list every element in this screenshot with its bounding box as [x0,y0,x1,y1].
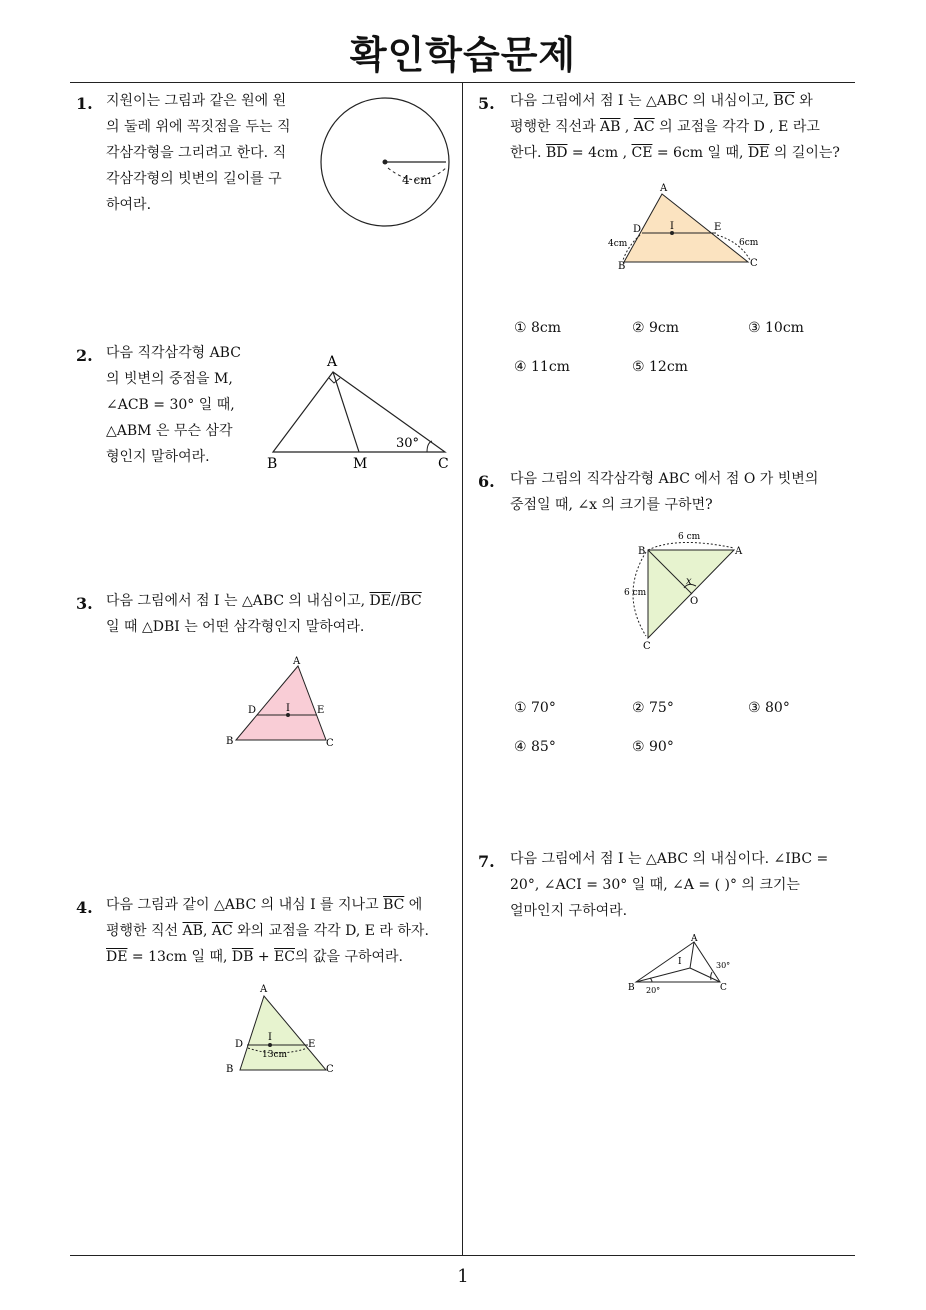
question-number: 1. [76,94,93,113]
question-number: 2. [76,346,93,365]
svg-text:E: E [317,705,325,716]
svg-text:B: B [618,261,626,272]
svg-text:A: A [660,183,668,194]
svg-text:C: C [438,456,449,472]
question-text: 지원이는 그림과 같은 원에 원 의 둘레 위에 꼭짓점을 두는 직 각삼각형을 그리려고 한다. 직 각삼각형의 빗변의 길이를 구 하여라. [106,93,291,213]
radius-label: 4 cm [402,173,432,187]
svg-text:E: E [714,222,722,233]
svg-text:I: I [268,1032,272,1043]
choice-2[interactable]: ② 75° [632,700,674,716]
svg-text:I: I [678,957,682,967]
svg-text:x: x [686,576,692,587]
bottom-rule [70,1255,855,1256]
choice-3[interactable]: ③ 80° [748,700,790,716]
svg-text:6cm: 6cm [739,238,759,248]
choice-1[interactable]: ① 8cm [514,320,562,336]
right-triangle-figure-q6 [612,526,762,656]
triangle-figure-q7 [624,932,754,1000]
svg-text:20°: 20° [646,986,661,995]
choice-4[interactable]: ④ 85° [514,739,556,755]
question-text: 다음 그림에서 점 I 는 △ABC 의 내심이다. ∠IBC = 20°, ∠ACI = 30° 일 때, ∠A = ( )° 의 크기는 얼마인지 구하여라. [510,851,829,919]
svg-text:D: D [248,705,257,716]
choice-1[interactable]: ① 70° [514,700,556,716]
question-number: 4. [76,898,93,917]
svg-text:B: B [628,983,635,993]
svg-text:C: C [326,738,334,749]
right-triangle-figure [262,350,457,475]
question-number: 5. [478,94,495,113]
svg-text:I: I [670,221,674,232]
svg-text:M: M [353,456,368,472]
svg-text:B: B [267,456,278,472]
svg-text:I: I [286,703,290,714]
question-text: 다음 직각삼각형 ABC 의 빗변의 중점을 M, ∠ACB = 30° 일 때, △ABM 은 무슨 삼각 형인지 말하여라. [106,345,241,465]
triangle-figure-q4 [222,980,342,1080]
question-text: 다음 그림과 같이 △ABC 의 내심 I 를 지나고 $\overline{BC}$ 에 평행한 직선 $\overline{AB}$, $\overline{AC}$ 와의 교점을 각각 D, E 라 하자. $\overline{DE} = 13cm$ 일 때, $\overline{DB} + \overline{EC}$의 값을 구하여라. [106,897,429,965]
svg-text:O: O [690,596,699,607]
question-number: 6. [478,472,495,491]
svg-text:C: C [750,258,758,269]
triangle-figure-q3 [222,652,342,752]
choice-4[interactable]: ④ 11cm [514,359,570,375]
circle-figure [318,96,458,261]
page-number: 1 [457,1266,469,1287]
svg-text:6 cm: 6 cm [678,532,701,542]
question-text: 다음 그림의 직각삼각형 ABC 에서 점 O 가 빗변의 중점일 때, ∠x 의 크기를 구하면? [510,471,819,513]
column-divider [462,82,463,1255]
question-number: 3. [76,594,93,613]
svg-text:C: C [643,641,651,652]
svg-text:13cm: 13cm [262,1050,288,1060]
question-text: 다음 그림에서 점 I 는 △ABC 의 내심이고, $\overline{BC}$ 와 평행한 직선과 $\overline{AB}$ , $\overline{AC}$ 의 교점을 각각 D , E 라고 한다. $\overline{BD} = 4cm$ , $\overline{CE} = 6cm$ 일 때, $\overline{DE}$ 의 길이는? [510,93,840,161]
page-title: 확인학습문제 [349,33,577,77]
svg-text:D: D [633,224,642,235]
svg-text:B: B [638,546,646,557]
svg-text:6 cm: 6 cm [624,588,647,598]
triangle-figure-q5 [604,180,774,275]
svg-text:B: B [226,1064,234,1075]
svg-text:C: C [720,983,727,993]
choice-5[interactable]: ⑤ 90° [632,739,674,755]
svg-text:30°: 30° [396,436,420,451]
choice-5[interactable]: ⑤ 12cm [632,359,688,375]
question-text: 다음 그림에서 점 I 는 △ABC 의 내심이고, $\overline{DE}//\overline{BC}$ 일 때 △DBI 는 어떤 삼각형인지 말하여라. [106,593,422,635]
svg-text:30°: 30° [716,961,731,970]
choice-2[interactable]: ② 9cm [632,320,680,336]
svg-text:A: A [293,656,301,667]
svg-text:A: A [691,934,698,944]
svg-text:D: D [235,1039,244,1050]
svg-text:B: B [226,736,234,747]
svg-text:E: E [308,1039,316,1050]
svg-text:A: A [327,354,338,370]
svg-text:C: C [326,1064,334,1075]
choice-3[interactable]: ③ 10cm [748,320,804,336]
svg-text:A: A [260,984,268,995]
svg-text:4cm: 4cm [608,239,628,249]
svg-text:A: A [735,546,743,557]
question-number: 7. [478,852,495,871]
